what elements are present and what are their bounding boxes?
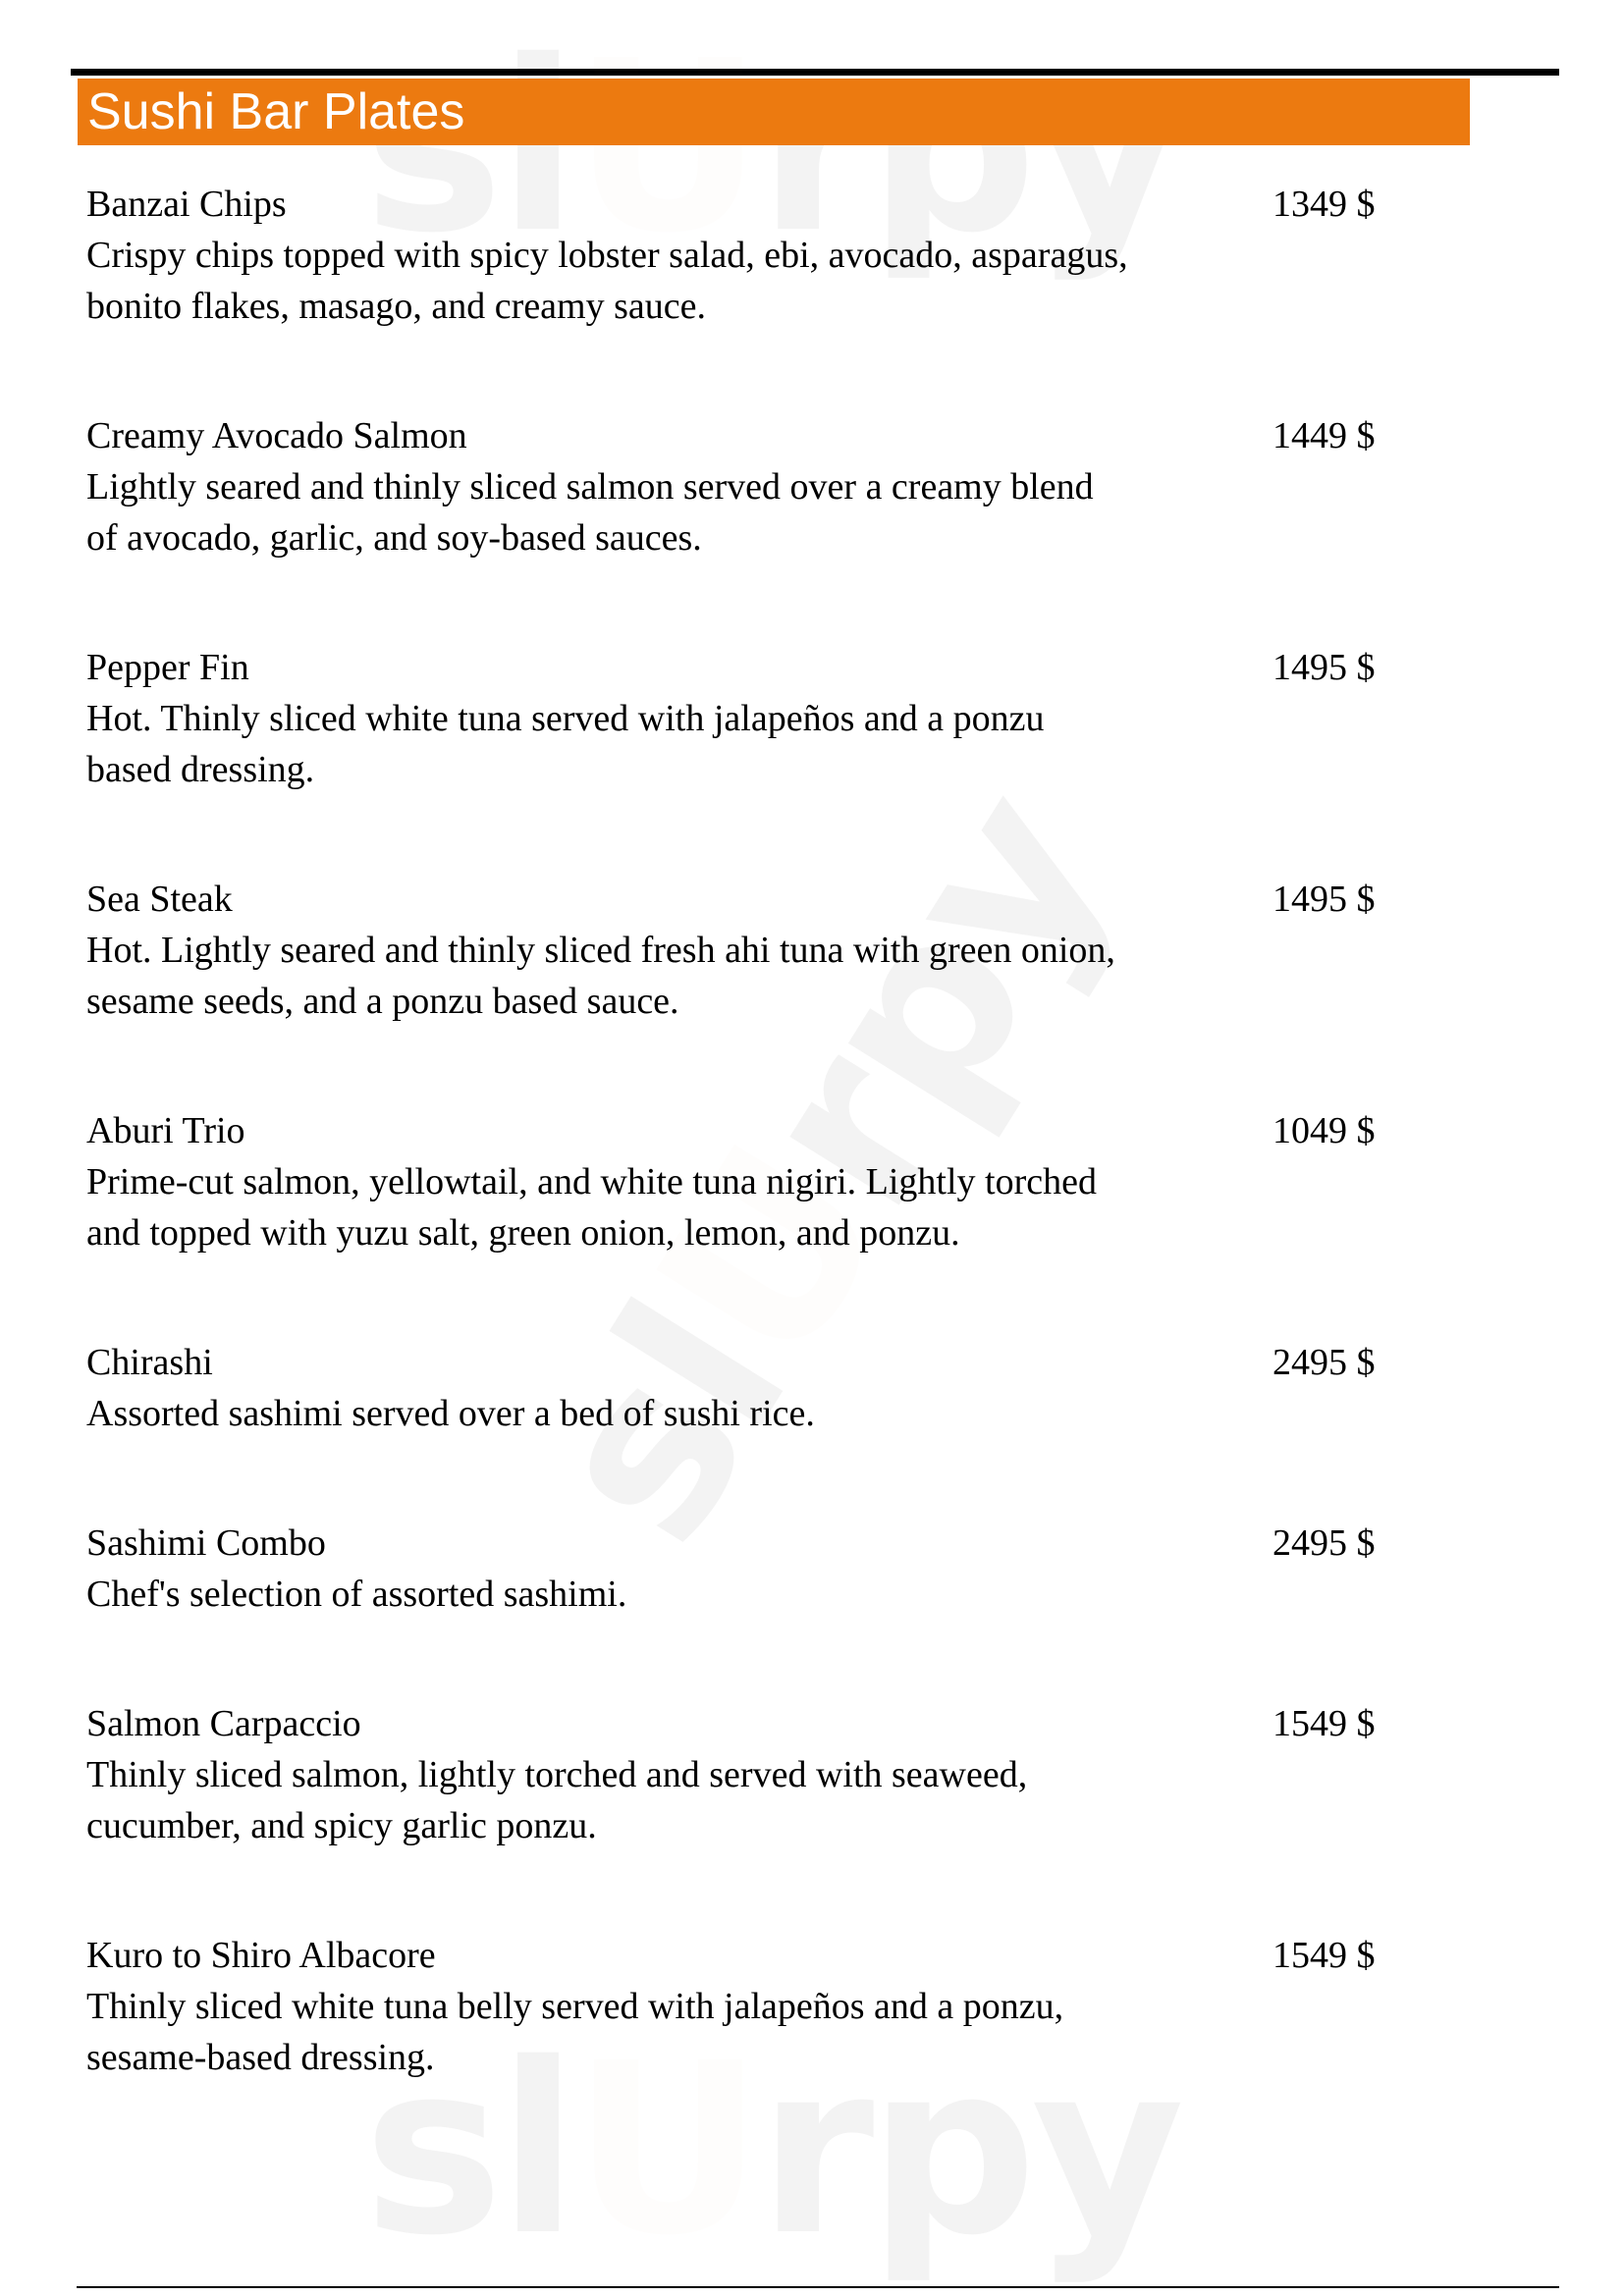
- item-description-line: Crispy chips topped with spicy lobster salad, ebi, avocado, asparagus,: [86, 235, 1128, 276]
- item-name: Pepper Fin: [86, 647, 249, 688]
- item-description-line: sesame-based dressing.: [86, 2037, 435, 2078]
- item-description: [86, 1569, 1265, 1620]
- item-name: Salmon Carpaccio: [86, 1703, 361, 1744]
- item-name: Aburi Trio: [86, 1110, 245, 1151]
- item-price: 1349 $: [1272, 184, 1376, 225]
- menu-item: [86, 410, 1422, 563]
- item-name: Banzai Chips: [86, 184, 287, 225]
- item-description-line: cucumber, and spicy garlic ponzu.: [86, 1805, 597, 1846]
- item-price: 2495 $: [1272, 1342, 1376, 1383]
- item-price: 2495 $: [1272, 1522, 1376, 1564]
- item-name: Sea Steak: [86, 879, 233, 920]
- item-description: [86, 1749, 1265, 1851]
- item-description-line: Thinly sliced white tuna belly served with jalapeños and a ponzu,: [86, 1986, 1064, 2027]
- item-price: 1549 $: [1272, 1703, 1376, 1744]
- section-title: Sushi Bar Plates: [87, 83, 465, 140]
- menu-item: [86, 642, 1422, 795]
- bottom-rule: [77, 2286, 1559, 2288]
- item-description-line: bonito flakes, masago, and creamy sauce.: [86, 286, 706, 327]
- item-price: 1049 $: [1272, 1110, 1376, 1151]
- item-name: Sashimi Combo: [86, 1522, 326, 1564]
- menu-item: [86, 179, 1422, 332]
- menu-item: [86, 874, 1422, 1027]
- item-description: [86, 925, 1265, 1027]
- item-description-line: Lightly seared and thinly sliced salmon served over a creamy blend: [86, 466, 1094, 507]
- menu-item: [86, 1105, 1422, 1258]
- item-description-line: Hot. Lightly seared and thinly sliced fresh ahi tuna with green onion,: [86, 930, 1115, 971]
- item-description: [86, 1388, 1265, 1439]
- item-description-line: Hot. Thinly sliced white tuna served with jalapeños and a ponzu: [86, 698, 1045, 739]
- item-description-line: Thinly sliced salmon, lightly torched and served with seaweed,: [86, 1754, 1028, 1795]
- item-description-line: Prime-cut salmon, yellowtail, and white tuna nigiri. Lightly torched: [86, 1161, 1097, 1202]
- item-description-line: and topped with yuzu salt, green onion, lemon, and ponzu.: [86, 1212, 960, 1254]
- item-description-line: sesame seeds, and a ponzu based sauce.: [86, 981, 679, 1022]
- item-name: Kuro to Shiro Albacore: [86, 1935, 436, 1976]
- item-price: 1549 $: [1272, 1935, 1376, 1976]
- menu-item: [86, 1518, 1422, 1620]
- item-price: 1495 $: [1272, 879, 1376, 920]
- item-description: [86, 693, 1265, 795]
- item-description: [86, 461, 1265, 563]
- menu-item: [86, 1698, 1422, 1851]
- item-price: 1495 $: [1272, 647, 1376, 688]
- item-description-line: Chef's selection of assorted sashimi.: [86, 1574, 627, 1615]
- item-description-line: Assorted sashimi served over a bed of sushi rice.: [86, 1393, 815, 1434]
- item-description: [86, 1981, 1265, 2083]
- item-description: [86, 230, 1265, 332]
- item-name: Creamy Avocado Salmon: [86, 415, 467, 456]
- item-description: [86, 1156, 1265, 1258]
- item-name: Chirashi: [86, 1342, 213, 1383]
- menu-item: [86, 1337, 1422, 1439]
- item-price: 1449 $: [1272, 415, 1376, 456]
- menu-item: [86, 1930, 1422, 2083]
- item-description-line: based dressing.: [86, 749, 315, 790]
- item-description-line: of avocado, garlic, and soy-based sauces.: [86, 517, 702, 559]
